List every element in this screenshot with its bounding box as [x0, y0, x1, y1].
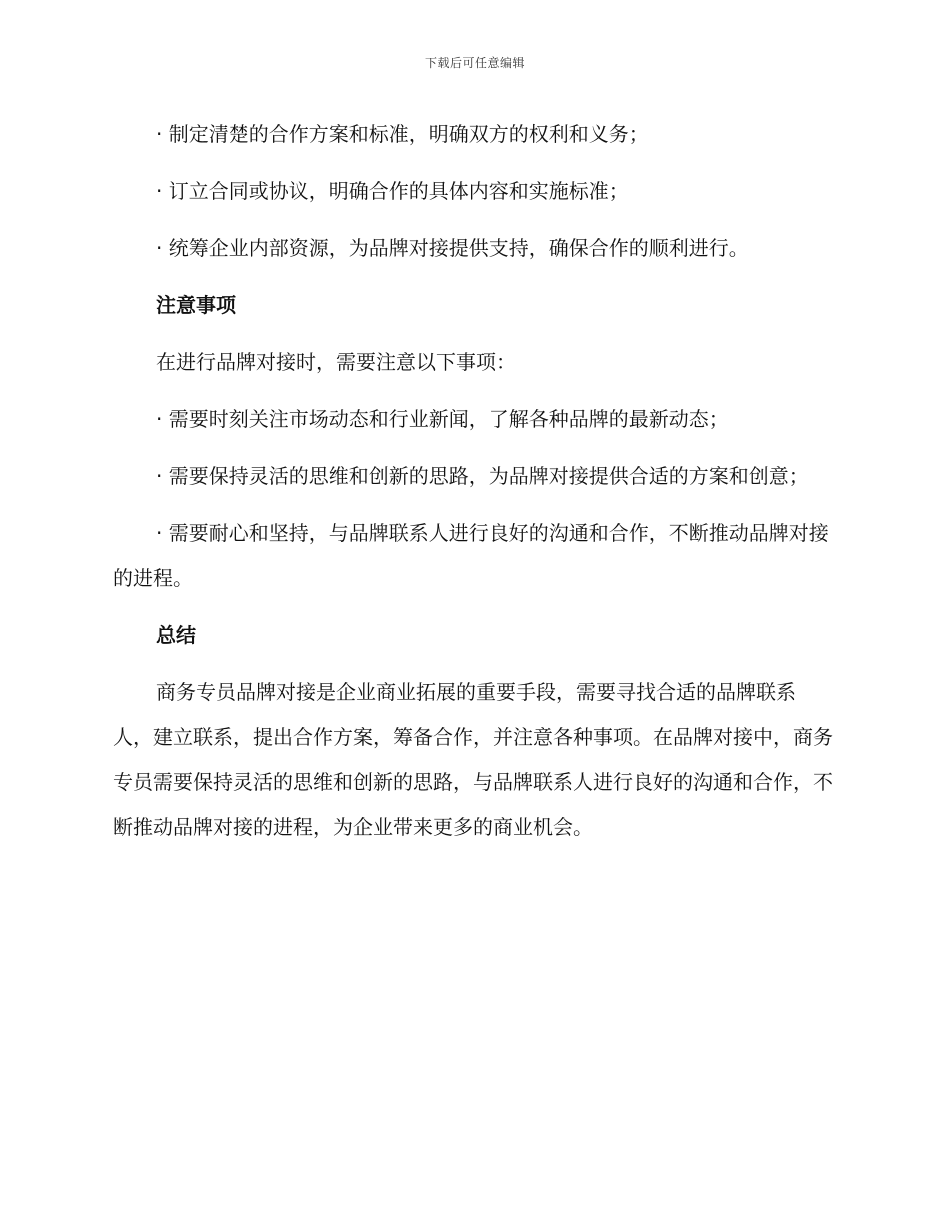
notes-bullet-2: · 需要保持灵活的思维和创新的思路，为品牌对接提供合适的方案和创意；	[156, 464, 809, 488]
section-heading-notes: 注意事项	[156, 293, 236, 317]
notes-bullet-3: · 需要耐心和坚持，与品牌联系人进行良好的沟通和合作，不断推动品牌对接的进程。	[113, 521, 829, 590]
notes-intro-paragraph: 在进行品牌对接时，需要注意以下事项：	[156, 350, 516, 374]
summary-paragraph: 商务专员品牌对接是企业商业拓展的重要手段，需要寻找合适的品牌联系人，建立联系，提出合作方案，筹备合作，并注意各种事项。在品牌对接中，商务专员需要保持灵活的思维和创新的思路，与品牌联系人进行良好的沟通和合作，不断推动品牌对接的进程，为企业带来更多的商业机会。	[113, 680, 833, 839]
bullet-paragraph-1: · 制定清楚的合作方案和标准，明确双方的权利和义务；	[156, 122, 649, 146]
document-body	[113, 112, 833, 862]
section-heading-summary: 总结	[156, 623, 196, 647]
notes-bullet-1: · 需要时刻关注市场动态和行业新闻，了解各种品牌的最新动态；	[156, 407, 729, 431]
header-note: 下载后可任意编辑	[424, 56, 525, 70]
bullet-paragraph-3: · 统筹企业内部资源，为品牌对接提供支持，确保合作的顺利进行。	[156, 236, 749, 260]
bullet-paragraph-2: · 订立合同或协议，明确合作的具体内容和实施标准；	[156, 179, 629, 203]
